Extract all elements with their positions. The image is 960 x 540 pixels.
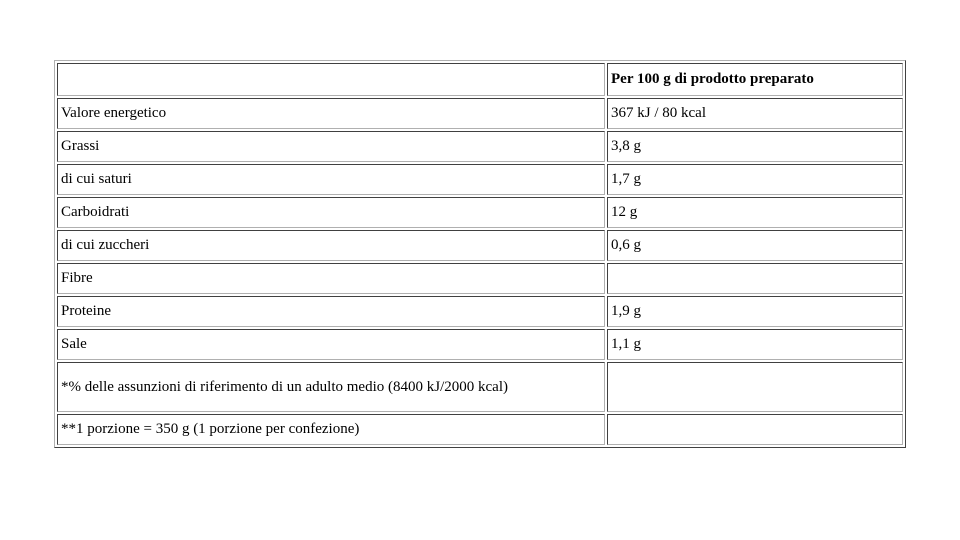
nutrient-value-cell: 0,6 g	[607, 230, 903, 261]
nutrition-table	[54, 60, 906, 448]
footnote-portion-cell: **1 porzione = 350 g (1 porzione per confezione)	[57, 414, 605, 445]
table-row	[57, 197, 903, 228]
nutrient-value-cell	[607, 414, 903, 445]
nutrient-value-cell: 3,8 g	[607, 131, 903, 162]
table-row	[57, 131, 903, 162]
nutrient-value-cell: 1,1 g	[607, 329, 903, 360]
nutrient-name-cell: Sale	[57, 329, 605, 360]
table-row	[57, 414, 903, 445]
nutrient-value-cell: 367 kJ / 80 kcal	[607, 98, 903, 129]
nutrient-name-cell: Fibre	[57, 263, 605, 294]
table-row	[57, 362, 903, 412]
table-header-row	[57, 63, 903, 96]
table-row	[57, 230, 903, 261]
table-row	[57, 296, 903, 327]
table-row	[57, 329, 903, 360]
table-row	[57, 98, 903, 129]
nutrient-name-cell: di cui zuccheri	[57, 230, 605, 261]
header-value-cell: Per 100 g di prodotto preparato	[607, 63, 903, 96]
footnote-reference-intake-cell: *% delle assunzioni di riferimento di un adulto medio (8400 kJ/2000 kcal)	[57, 362, 605, 412]
nutrient-value-cell	[607, 263, 903, 294]
table-row	[57, 263, 903, 294]
nutrient-name-cell: Proteine	[57, 296, 605, 327]
nutrient-name-cell: Valore energetico	[57, 98, 605, 129]
table-row	[57, 164, 903, 195]
nutrient-value-cell: 12 g	[607, 197, 903, 228]
nutrient-value-cell: 1,9 g	[607, 296, 903, 327]
nutrient-name-cell: Grassi	[57, 131, 605, 162]
nutrient-value-cell	[607, 362, 903, 412]
nutrient-name-cell: Carboidrati	[57, 197, 605, 228]
header-nutrient-cell	[57, 63, 605, 96]
nutrient-value-cell: 1,7 g	[607, 164, 903, 195]
nutrient-name-cell: di cui saturi	[57, 164, 605, 195]
